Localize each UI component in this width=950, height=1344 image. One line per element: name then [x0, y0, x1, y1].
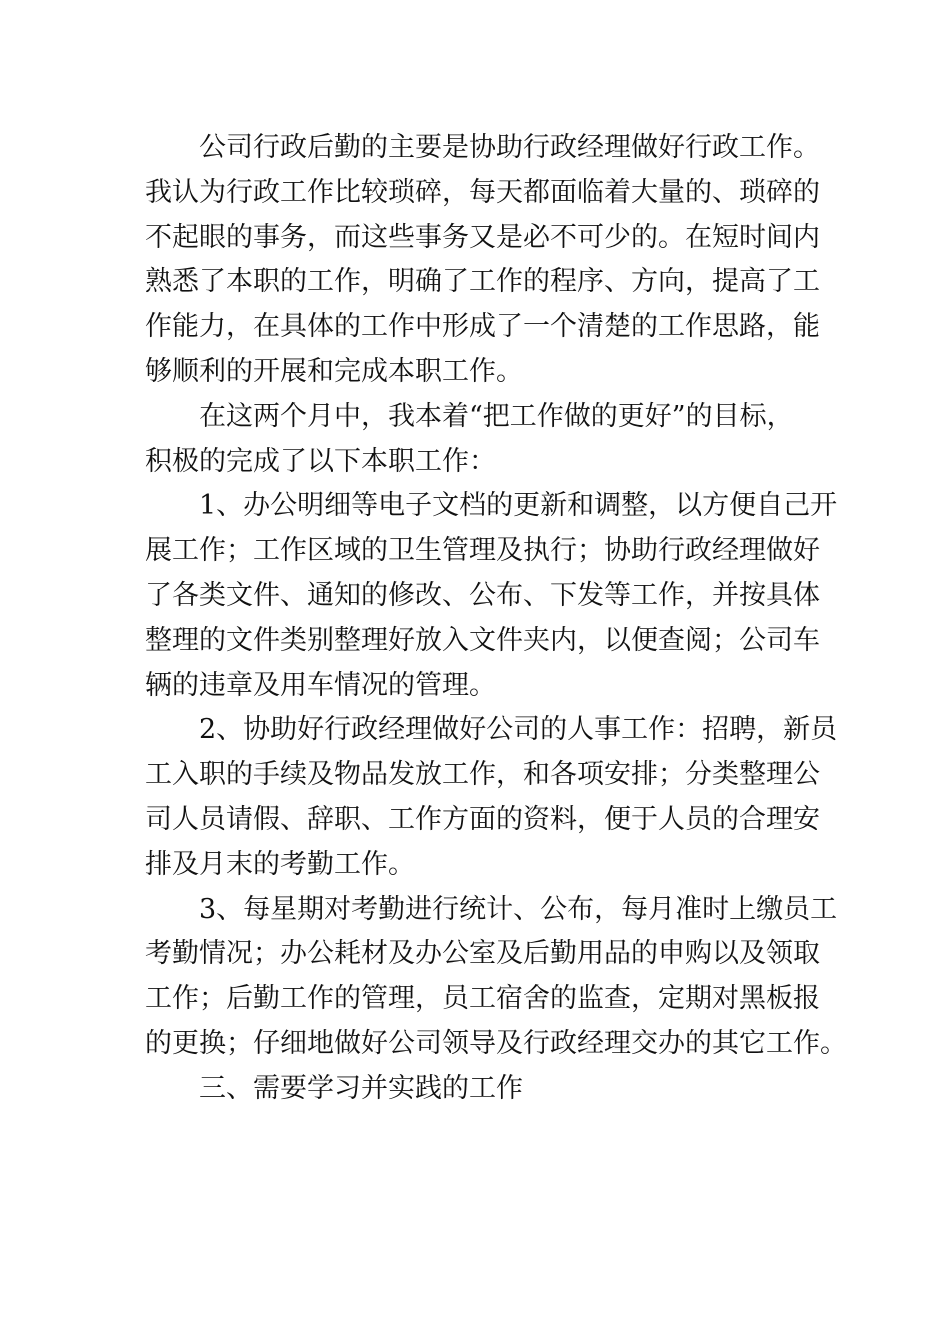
text-line: 辆的违章及用车情况的管理。	[145, 669, 496, 701]
text-line: 三、需要学习并实践的工作	[145, 1072, 523, 1104]
paragraph-item-1	[145, 484, 838, 708]
text-line: 考勤情况；办公耗材及办公室及后勤用品的申购以及领取	[145, 938, 820, 970]
text-line: 在这两个月中，我本着“把工作做的更好”的目标，	[145, 400, 794, 432]
text-line: 司人员请假、辞职、工作方面的资料，便于人员的合理安	[145, 803, 820, 835]
text-line: 公司行政后勤的主要是协助行政经理做好行政工作。	[145, 132, 820, 163]
text-line: 整理的文件类别整理好放入文件夹内，以便查阅；公司车	[145, 624, 820, 656]
text-line: 积极的完成了以下本职工作：	[145, 445, 496, 477]
document-body	[145, 126, 847, 1112]
text-line: 的更换；仔细地做好公司领导及行政经理交办的其它工作。	[145, 1027, 847, 1059]
text-line: 排及月末的考勤工作。	[145, 848, 415, 880]
text-line: 够顺利的开展和完成本职工作。	[145, 355, 523, 387]
text-line: 了各类文件、通知的修改、公布、下发等工作，并按具体	[145, 579, 820, 611]
text-line: 1、办公明细等电子文档的更新和调整，以方便自己开	[145, 490, 838, 522]
text-line: 工入职的手续及物品发放工作，和各项安排；分类整理公	[145, 759, 820, 791]
text-line: 不起眼的事务，而这些事务又是必不可少的。在短时间内	[145, 221, 820, 253]
text-line: 3、每星期对考勤进行统计、公布，每月准时上缴员工	[145, 893, 838, 925]
paragraph-goal	[145, 395, 810, 485]
paragraph-intro	[145, 126, 820, 395]
paragraph-item-3	[145, 888, 847, 1067]
text-line: 2、协助好行政经理做好公司的人事工作：招聘，新员	[145, 714, 838, 746]
text-line: 工作；后勤工作的管理，员工宿舍的监查，定期对黑板报	[145, 983, 820, 1015]
paragraph-item-2	[145, 708, 838, 887]
text-line: 熟悉了本职的工作，明确了工作的程序、方向，提高了工	[145, 266, 820, 298]
text-line: 展工作；工作区域的卫生管理及执行；协助行政经理做好	[145, 535, 820, 567]
text-line: 作能力，在具体的工作中形成了一个清楚的工作思路，能	[145, 311, 820, 343]
section-heading	[145, 1067, 810, 1112]
text-line: 我认为行政工作比较琐碎，每天都面临着大量的、琐碎的	[145, 176, 820, 208]
